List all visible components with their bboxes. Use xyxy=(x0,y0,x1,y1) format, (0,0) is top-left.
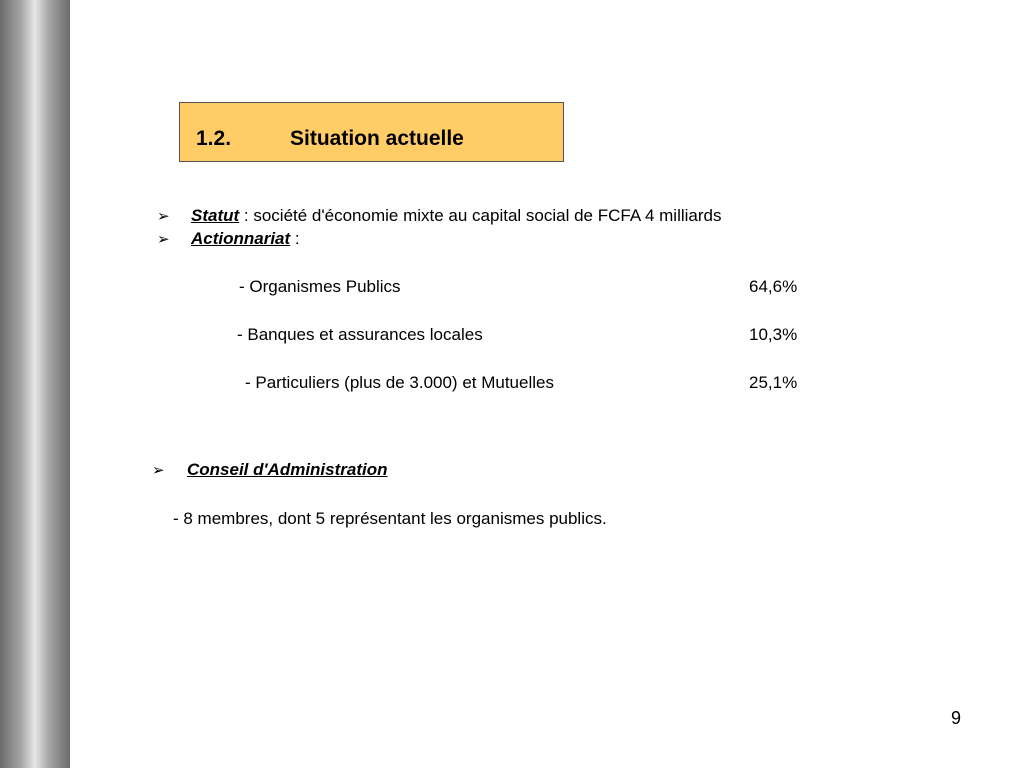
arrowhead-icon: ➢ xyxy=(157,231,170,248)
arrowhead-icon: ➢ xyxy=(152,462,165,479)
side-decoration-bar xyxy=(0,0,70,768)
actionnariat-line xyxy=(191,229,300,249)
statut-label: Statut xyxy=(191,206,240,225)
conseil-text: - 8 membres, dont 5 représentant les organismes publics. xyxy=(173,509,607,528)
shareholder-name-public: - Organismes Publics xyxy=(239,277,401,296)
arrowhead-icon: ➢ xyxy=(157,208,170,225)
conseil-heading xyxy=(187,460,388,480)
shareholder-value-public: 64,6% xyxy=(749,277,798,296)
conseil-label: Conseil d'Administration xyxy=(187,460,388,479)
statut-line xyxy=(191,206,721,226)
actionnariat-text: : xyxy=(290,229,300,248)
shareholder-value-individuals: 25,1% xyxy=(749,373,798,392)
shareholder-name-banks: - Banques et assurances locales xyxy=(237,325,483,344)
actionnariat-label: Actionnariat xyxy=(191,229,291,248)
section-title: Situation actuelle xyxy=(290,127,464,150)
shareholder-name-individuals: - Particuliers (plus de 3.000) et Mutuelles xyxy=(245,373,554,392)
page-number: 9 xyxy=(951,708,962,728)
section-title-box xyxy=(179,102,564,162)
shareholder-value-banks: 10,3% xyxy=(749,325,798,344)
statut-text: : société d'économie mixte au capital social de FCFA 4 milliards xyxy=(239,206,722,225)
section-number: 1.2. xyxy=(196,127,232,150)
